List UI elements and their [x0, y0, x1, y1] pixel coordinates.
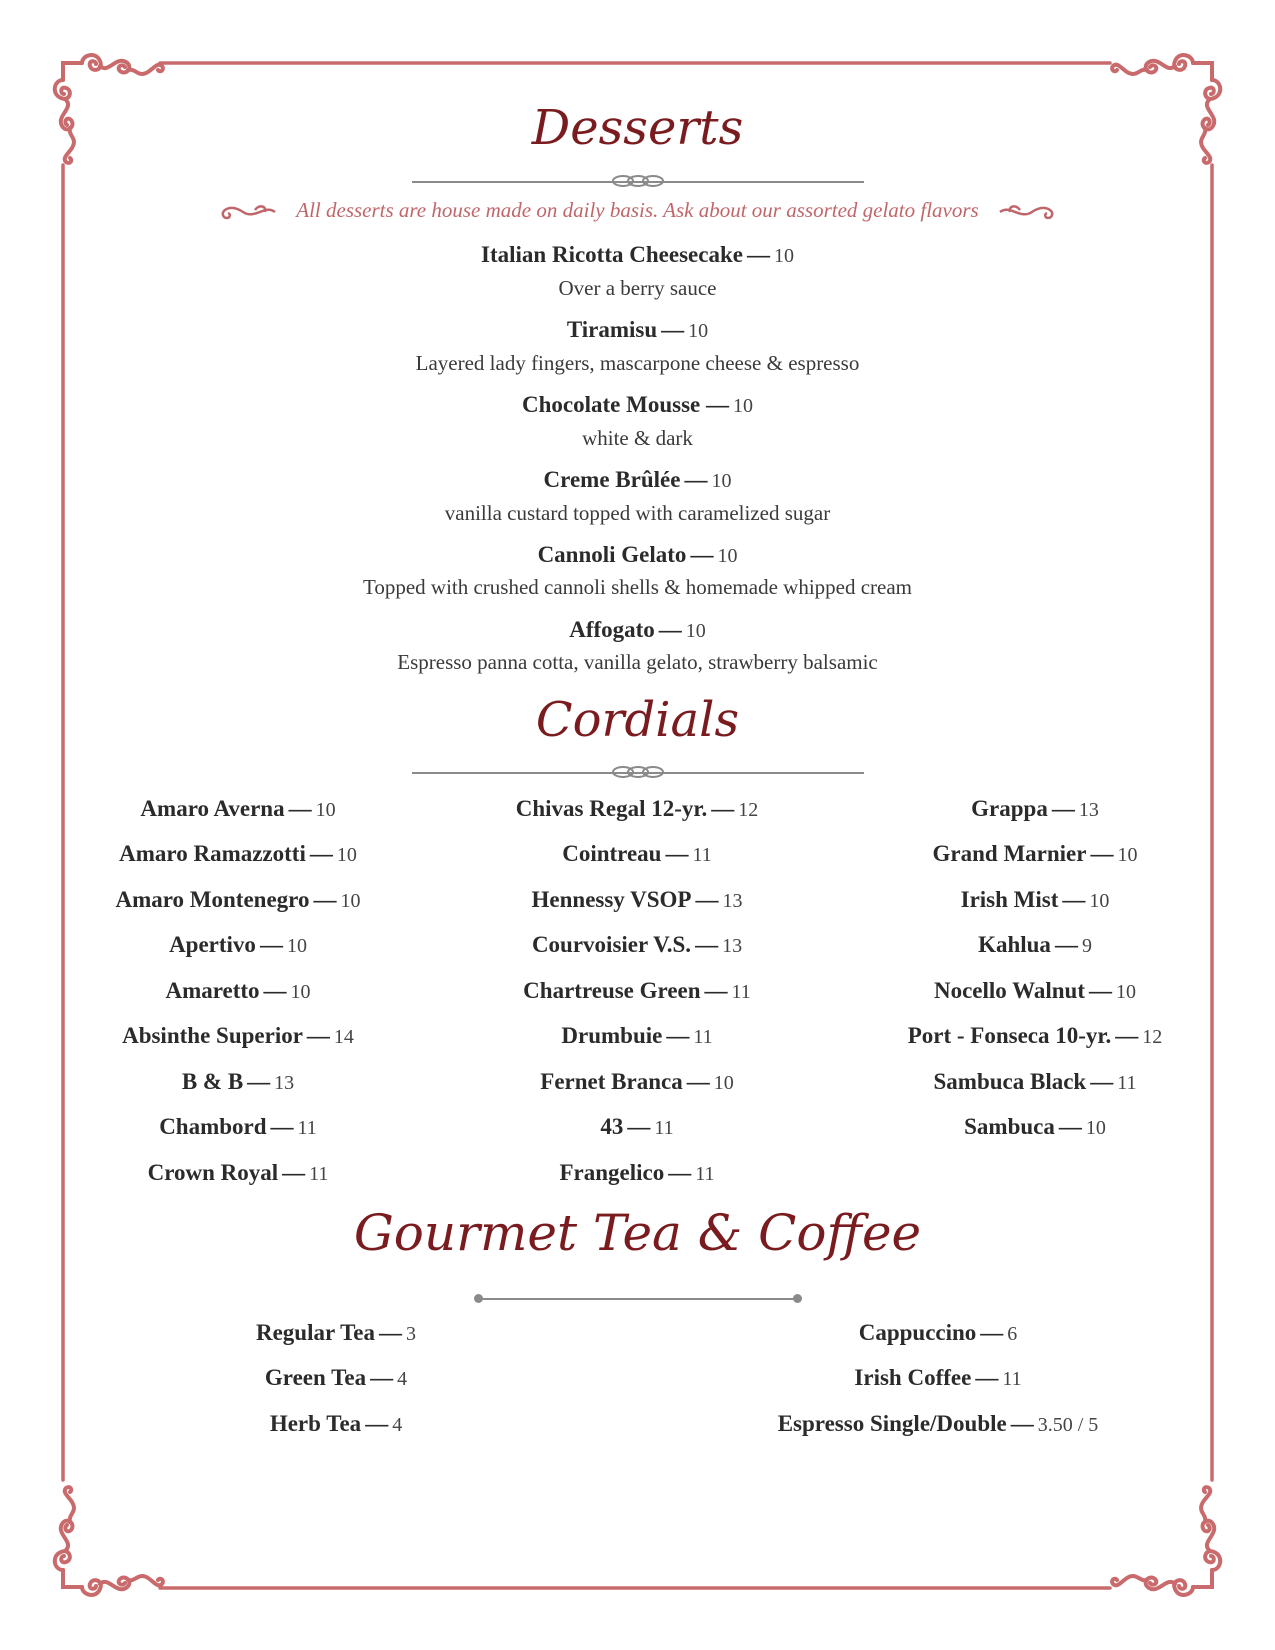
cordial-item: Kahlua — 9 [978, 932, 1092, 957]
dessert-item: Tiramisu — 10 [566, 317, 709, 342]
knot-ornament-icon [611, 174, 665, 188]
cordial-item: Sambuca Black — 11 [933, 1069, 1137, 1094]
cordial-item: Sambuca — 10 [964, 1114, 1106, 1139]
cordial-item: Grand Marnier — 10 [932, 841, 1138, 866]
tea-coffee-divider [478, 1298, 798, 1300]
tea-item: Green Tea — 4 [264, 1365, 408, 1390]
cordial-item: Nocello Walnut — 10 [933, 978, 1136, 1003]
cordial-item: Drumbuie — 11 [561, 1023, 713, 1048]
tea-item: Regular Tea — 3 [255, 1320, 417, 1345]
dessert-item: Affogato — 10 [569, 617, 706, 642]
cordial-item: Amaro Averna — 10 [140, 796, 336, 821]
desserts-note-text: All desserts are house made on daily basis. Ask about our assorted gelato flavors [296, 198, 979, 222]
item-description: vanilla custard topped with caramelized sugar [444, 501, 831, 525]
cordial-item: Amaretto — 10 [165, 978, 311, 1003]
cordial-item: Crown Royal — 11 [147, 1160, 329, 1185]
coffee-item: Espresso Single/Double — 3.50 / 5 [777, 1411, 1099, 1436]
item-name: Tiramisu [566, 317, 658, 342]
cordial-item: B & B — 13 [181, 1069, 295, 1094]
desserts-note [0, 198, 1275, 223]
item-price: 10 [685, 620, 706, 642]
tea-item: Herb Tea — 4 [269, 1411, 403, 1436]
item-price: 10 [711, 470, 732, 492]
tea-coffee-title: Gourmet Tea & Coffee [353, 1204, 922, 1262]
divider-end-dot-right [793, 1294, 802, 1303]
knot-ornament-icon [611, 765, 665, 779]
coffee-item: Irish Coffee — 11 [854, 1365, 1022, 1390]
cordial-item: 43 — 11 [600, 1114, 674, 1139]
cordial-item: Irish Mist — 10 [960, 887, 1110, 912]
cordials-title: Cordials [535, 692, 740, 748]
item-price: 10 [688, 320, 709, 342]
cordial-item: Hennessy VSOP — 13 [531, 887, 743, 912]
item-name: Cannoli Gelato [537, 542, 687, 567]
cordial-item: Cointreau — 11 [562, 841, 712, 866]
item-price: 10 [732, 395, 753, 417]
cordial-item: Absinthe Superior — 14 [122, 1023, 354, 1048]
cordial-item: Amaro Ramazzotti — 10 [119, 841, 357, 866]
desserts-title: Desserts [531, 100, 744, 156]
dessert-item: Cannoli Gelato — 10 [537, 542, 738, 567]
cordial-item: Port - Fonseca 10-yr. — 12 [907, 1023, 1163, 1048]
scroll-flourish-left-icon [217, 198, 282, 222]
item-price: 10 [717, 545, 738, 567]
item-name: Creme Brûlée [543, 467, 681, 492]
item-description: white & dark [582, 426, 693, 450]
coffee-item: Cappuccino — 6 [858, 1320, 1018, 1345]
divider-end-dot-left [474, 1294, 483, 1303]
dessert-item: Creme Brûlée — 10 [543, 467, 732, 492]
cordial-item: Chartreuse Green — 11 [523, 978, 751, 1003]
dessert-item: Italian Ricotta Cheesecake — 10 [481, 242, 794, 267]
scroll-flourish-right-icon [998, 198, 1058, 222]
item-name: Affogato [569, 617, 655, 642]
cordial-item: Apertivo — 10 [169, 932, 307, 957]
item-price: 10 [773, 245, 794, 267]
item-description: Topped with crushed cannoli shells & homemade whipped cream [362, 575, 913, 599]
cordial-item: Fernet Branca — 10 [540, 1069, 734, 1094]
item-description: Espresso panna cotta, vanilla gelato, strawberry balsamic [397, 650, 878, 674]
cordial-item: Courvoisier V.S. — 13 [531, 932, 743, 957]
item-description: Over a berry sauce [558, 276, 717, 300]
cordial-item: Frangelico — 11 [559, 1160, 715, 1185]
cordial-item: Amaro Montenegro — 10 [115, 887, 361, 912]
cordial-item: Chambord — 11 [159, 1114, 317, 1139]
cordial-item: Chivas Regal 12-yr. — 12 [515, 796, 759, 821]
cordial-item: Grappa — 13 [971, 796, 1099, 821]
item-name: Italian Ricotta Cheesecake [481, 242, 743, 267]
dessert-item: Chocolate Mousse — 10 [522, 392, 753, 417]
item-name: Chocolate Mousse [522, 392, 706, 417]
item-description: Layered lady fingers, mascarpone cheese & espresso [415, 351, 860, 375]
